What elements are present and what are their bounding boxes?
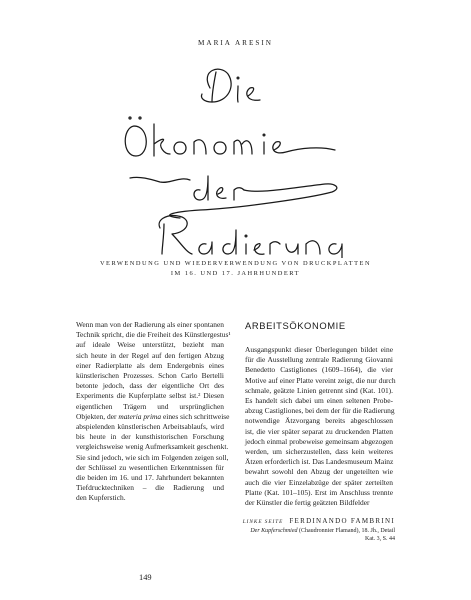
text-line: Ausgangspunkt dieser Überlegungen bildet eine: [245, 345, 393, 354]
text-line: für die Ausstellung zentrale Radierung Giovanni: [245, 355, 393, 365]
text-line: jedoch einmal probeweise gemeinsam abgezogen: [245, 436, 393, 446]
caption-catalog: Kat. 3, S. 44: [365, 536, 395, 543]
text-line: Sie sind jedoch, wie sich im Folgenden zeigen soll,: [76, 452, 229, 462]
text-line: Ätzen erforderlich ist. Das Landesmuseum Mainz: [245, 457, 394, 467]
text-line: Technik spricht, die die Freiheit des Künstlergestus¹: [76, 330, 231, 340]
article-subtitle: [0, 259, 471, 278]
caption-artist: FERDINANDO FAMBRINI: [289, 517, 395, 525]
text-line: betonte jedoch, dass der eigentliche Ort des: [76, 381, 224, 391]
text-line: abspielenden künstlerischen Arbeitsablaufs, wird: [76, 422, 224, 432]
text-line: vergleichsweise wenig Aufmerksamkeit geschenkt.: [76, 442, 229, 452]
subtitle-line-1: VERWENDUNG UND WIEDERVERWENDUNG VON DRUCKPLATTEN: [99, 260, 372, 267]
text-line: Platte (Kat. 101–105). Erst im Anschluss trennte: [245, 487, 393, 497]
caption-header: [235, 517, 395, 527]
text-line: bis heute in der kunsthistorischen Forschung: [76, 432, 224, 442]
text-line: werden, um sicherzustellen, dass kein weiteres: [245, 447, 393, 457]
text-line: auf ideale Weise unterstützt, bezieht man: [76, 340, 224, 350]
subtitle-line-2: IM 16. UND 17. JAHRHUNDERT: [170, 269, 301, 277]
text-line: bewahrt sowohl den Abzug der ungeteilten wie: [245, 467, 393, 477]
text-line: auch die vier Einzelabzüge der später zerteilten: [245, 477, 393, 487]
text-line: ist, die vier später separat zu druckenden Platten: [245, 426, 393, 436]
caption-details: (Chaudronnier Flamand), 18. Jh., Detail: [299, 527, 395, 534]
text-line: notwendige Ätzvorgang bereits abgeschlossen: [245, 416, 393, 426]
text-line: der Schlüssel zu wesentlichen Erkenntnissen für: [76, 462, 224, 472]
author-name: MARIA ARESIN: [198, 39, 273, 47]
page-number: 149: [139, 573, 152, 582]
text-line: schmale, geätzte Linien getrennt sind (Kat. 101).: [245, 385, 393, 395]
text-line: Tiefdrucktechniken – die Radierung und: [76, 483, 224, 493]
text-line: eigentlichen Trägern und ursprünglichen: [76, 401, 224, 411]
text-line: der Künstler die fertig geätzten Bildfelder: [245, 498, 370, 508]
text-line: Experiments die Kupferplatte selbst ist.² Diesen: [76, 391, 224, 401]
text-line: künstlerischen Prozesses. Schon Carlo Bertelli: [76, 371, 224, 381]
caption-label: LINKE SEITE: [242, 519, 284, 525]
text-line: Es handelt sich dabei um einen seltenen Probe-: [245, 396, 393, 406]
image-caption: [235, 517, 395, 544]
caption-title: Der Kupferschmied: [250, 527, 298, 534]
left-text-column: [76, 320, 231, 504]
text-line: einer Radierplatte als dem Endergebnis eines: [76, 360, 224, 370]
text-line: abzug Castigliones, bei dem der für die Radierung: [245, 406, 395, 416]
text-line: sich heute in der Regel auf den fertigen Abzug: [76, 350, 224, 360]
right-text-column: [245, 345, 396, 508]
text-line: Motive auf einer Platte vereint zeigt, die nur durch: [245, 375, 396, 385]
section-heading: ARBEITSÖKONOMIE: [245, 320, 346, 331]
handwritten-title: [120, 58, 350, 258]
text-line: den Kupferstich.: [76, 493, 126, 503]
caption-title-line: [235, 527, 395, 536]
text-line: Objekten, der materia prima eines sich schrittweise: [76, 411, 230, 421]
text-line: Wenn man von der Radierung als einer spontanen: [76, 320, 224, 329]
text-line: die beiden im 16. und 17. Jahrhundert bekannten: [76, 473, 224, 483]
text-line: Benedetto Castigliones (1609–1664), die vier: [245, 365, 393, 375]
